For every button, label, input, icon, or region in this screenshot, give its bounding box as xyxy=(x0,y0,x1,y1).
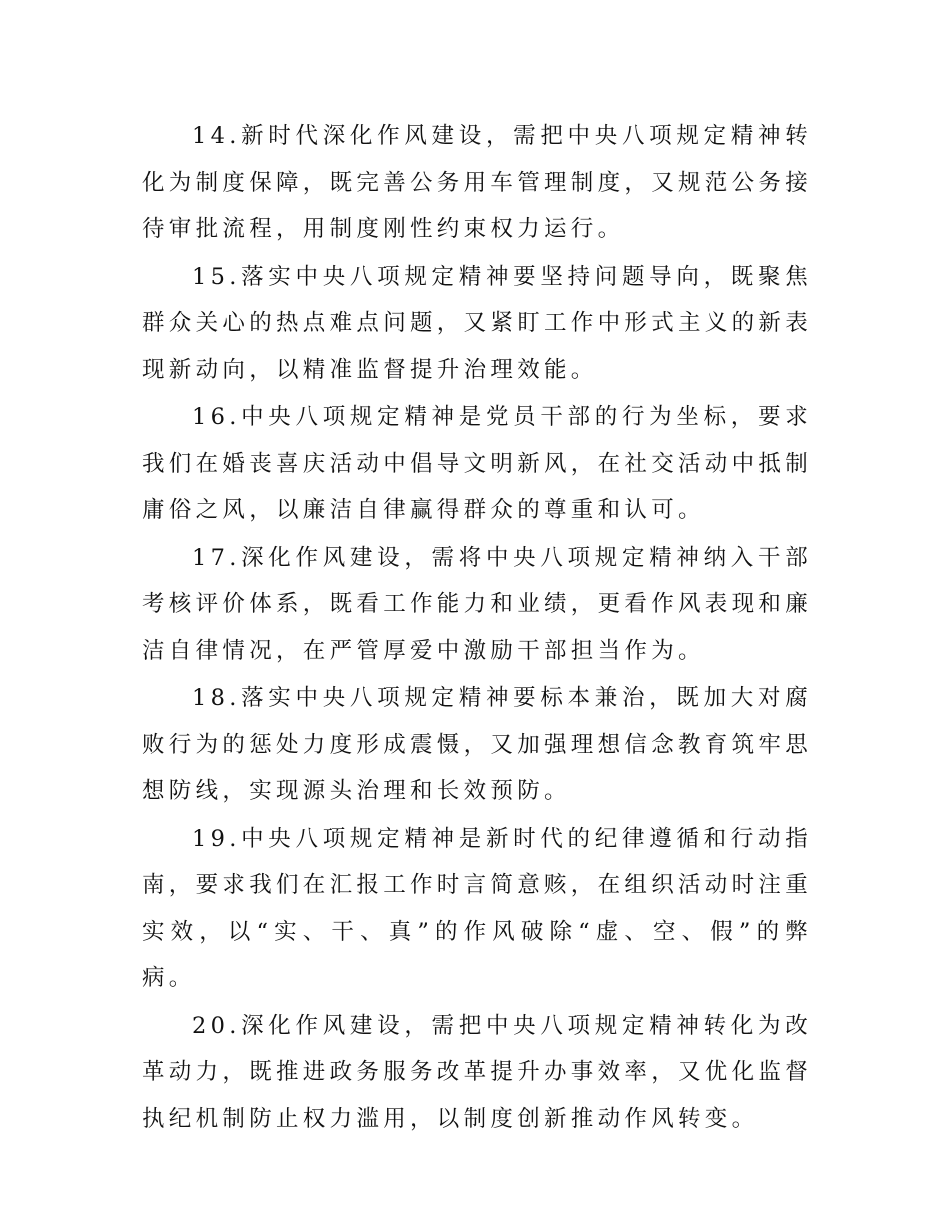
document-body xyxy=(142,113,812,1143)
paragraph-18: 18.落实中央八项规定精神要标本兼治，既加大对腐败行为的惩处力度形成震慑，又加强理想信念教育筑牢思想防线，实现源头治理和长效预防。 xyxy=(142,685,813,804)
paragraph-15: 15.落实中央八项规定精神要坚持问题导向，既聚焦群众关心的热点难点问题，又紧盯工作中形式主义的新表现新动向，以精准监督提升治理效能。 xyxy=(142,263,813,383)
paragraph-17: 17.深化作风建设，需将中央八项规定精神纳入干部考核评价体系，既看工作能力和业绩，更看作风表现和廉洁自律情况，在严管厚爱中激励干部担当作为。 xyxy=(142,544,813,664)
paragraph-14: 14.新时代深化作风建设，需把中央八项规定精神转化为制度保障，既完善公务用车管理制度，又规范公务接待审批流程，用制度刚性约束权力运行。 xyxy=(142,123,813,242)
paragraph-20: 20.深化作风建设，需把中央八项规定精神转化为改革动力，既推进政务服务改革提升办事效率，又优化监督执纪机制防止权力滥用，以制度创新推动作风转变。 xyxy=(142,1012,813,1132)
paragraph-16: 16.中央八项规定精神是党员干部的行为坐标，要求我们在婚丧喜庆活动中倡导文明新风，在社交活动中抵制庸俗之风，以廉洁自律赢得群众的尊重和认可。 xyxy=(142,404,813,523)
paragraph-19: 19.中央八项规定精神是新时代的纪律遵循和行动指南，要求我们在汇报工作时言简意赅，在组织活动时注重实效，以“实、干、真”的作风破除“虚、空、假”的弊病。 xyxy=(142,825,813,991)
